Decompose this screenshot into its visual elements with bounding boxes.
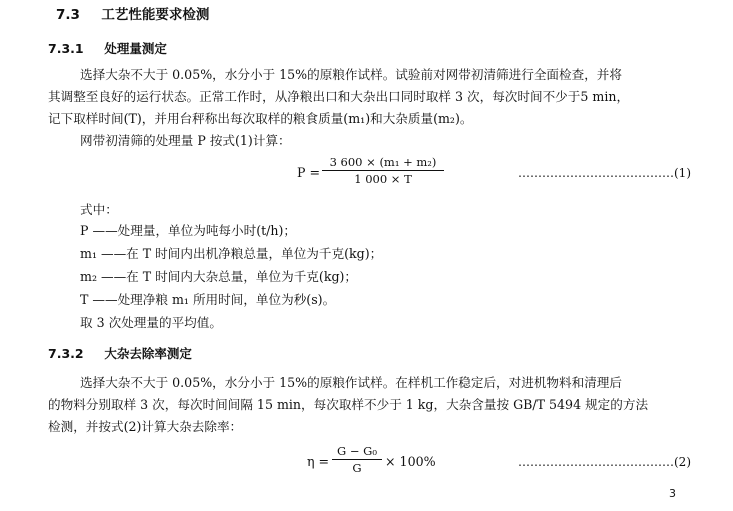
equation-1-fraction: [322, 155, 444, 186]
closing-sentence: 取 3 次处理量的平均值。: [80, 315, 222, 330]
section-number: 7.3: [56, 7, 80, 23]
subsection-heading-1: [48, 39, 167, 57]
definition-item: P ——处理量，单位为吨每小时(t/h)；: [80, 223, 297, 238]
definition-item: m₂ ——在 T 时间内大杂总量，单位为千克(kg)；: [80, 269, 358, 284]
fraction-bar: [332, 459, 382, 460]
section-title: 工艺性能要求检测: [101, 7, 210, 23]
equation-2-rhs: × 100%: [385, 454, 436, 469]
subsection-title-1: 处理量测定: [104, 41, 167, 56]
subsection-number-2: 7.3.2: [48, 346, 84, 361]
equation-1-lhs: P =: [297, 165, 321, 180]
paragraph-line: 选择大杂不大于 0.05%，水分小于 15%的原粮作试样。在样机工作稳定后，对进机物料和清理后: [80, 375, 622, 390]
paragraph-line: 检测，并按式(2)计算大杂去除率：: [48, 419, 243, 434]
subsection-number-1: 7.3.1: [48, 41, 84, 56]
paragraph-line: 记下取样时间(T)，并用台秤称出每次取样的粮食质量(m₁)和大杂质量(m₂)。: [48, 111, 473, 126]
paragraph-line: 的物料分别取样 3 次，每次时间间隔 15 min，每次取样不少于 1 kg，大杂含量按 GB/T 5494 规定的方法: [48, 397, 649, 412]
page-number: 3: [669, 487, 676, 500]
equation-2-denominator: G: [352, 461, 362, 475]
paragraph-line: 选择大杂不大于 0.05%，水分小于 15%的原粮作试样。试验前对网带初清筛进行全面检查，并将: [80, 67, 622, 82]
equation-2-fraction: [332, 444, 382, 475]
subsection-title-2: 大杂去除率测定: [104, 346, 192, 361]
definition-item: T ——处理净粮 m₁ 所用时间，单位为秒(s)。: [80, 292, 336, 307]
equation-1-denominator: 1 000 × T: [354, 172, 412, 186]
subsection-heading-2: [48, 344, 192, 362]
equation-2-number: …………………………………(2): [518, 455, 691, 469]
equation-2-numerator: G − G₀: [337, 444, 377, 458]
paragraph-line: 网带初清筛的处理量 P 按式(1)计算：: [80, 133, 291, 148]
equation-1-numerator: 3 600 × (m₁ + m₂): [329, 155, 437, 169]
definition-item: m₁ ——在 T 时间内出机净粮总量，单位为千克(kg)；: [80, 246, 383, 261]
fraction-bar: [322, 170, 444, 171]
where-label: 式中：: [80, 202, 118, 217]
equation-1-number: …………………………………(1): [518, 166, 691, 180]
section-heading: [56, 3, 209, 23]
equation-2-lhs: η =: [307, 454, 330, 469]
paragraph-line: 其调整至良好的运行状态。正常工作时，从净粮出口和大杂出口同时取样 3 次，每次时间不少于5 min，: [48, 89, 630, 104]
